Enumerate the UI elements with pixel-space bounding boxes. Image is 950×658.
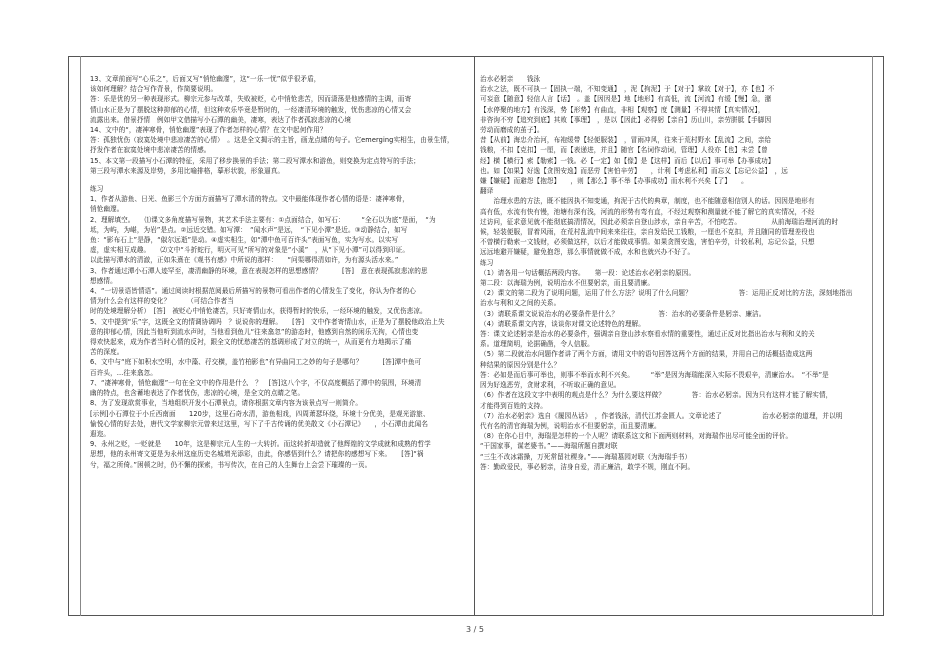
right-text-line: 治水与利和义之间的关系。 [480, 299, 561, 308]
right-text-line: （8）在你心目中，海瑞是怎样的一个人呢？请联系这文和下面两则材料，对海瑞作出尽可能全面的评价。 [480, 432, 793, 441]
right-column-text [480, 74, 868, 472]
left-text-line: 坻，为屿，为嵁，为岩”是点。②远近交错。如写潭： “闻水声”是远， “下见小潭”是近。③动静结合，如写 [90, 225, 408, 234]
right-text-line: 经】横【横行】索【勒索】一钱。必【一定】如【像】是【这样】而后【以后】事可举【办事成功】 [480, 156, 775, 165]
right-text-line: 答：课文论述躬亲是治水的必要条件，强调亲自登山涉水察看水情的重要性，通过正反对比指出治水与利和义的关 [480, 330, 815, 339]
right-text-line: 劳动而磨成的茧子】。 [480, 126, 544, 135]
right-text-line: 答：必如是而后事可举也，则事不举而水利不兴矣。 “举”是因为海瑞能深入实际不畏艰辛，清廉治水。 “不举”是 [480, 370, 829, 379]
left-text-line: 1、作者从游鱼、日光、鱼影三个方面方面描写了潭水清的特点。文中最能体现作者心情的语是：凄神寒骨， [90, 195, 409, 204]
right-margin-rule [872, 56, 873, 616]
right-text-line: （7）治水必躬亲》选自《履园丛话》 ，作者钱泳，清代江苏金匮人。文章论述了 治水必躬亲的道理，并以明 [480, 411, 843, 420]
left-text-line: 愉悦心情的好去处，唐代文学家柳宗元曾来过这里，写下了千古传诵的优美散文《小石潭记》 ，小石潭由此闻名 [90, 419, 429, 428]
left-text-line: 百许头，…往来翕忽。 [90, 368, 157, 377]
right-text-line: 翻译 [480, 187, 494, 196]
right-text-line: （4）请联系课文内容，谈谈你对课文论述特色的理解。 [480, 319, 645, 328]
left-text-line: 7、“凄神寒骨，悄怆幽邃”一句在全文中的作用是什么 ？ [答]这八个字，不仅高度概括了潭中的氛围，环境清 [90, 378, 422, 387]
left-text-line: 8、为了发现欲赏事业，当地组织开发小石潭景点，请你根据文章内容为该景点写一则简介。 [90, 399, 363, 408]
right-text-line: （1）请各用一句话概括两段内容。 第一段：论述治水必躬亲的原因。 [480, 268, 696, 277]
left-text-line: 抒发作者在寂寞处境中悲凉凄苦的情感。 [90, 146, 211, 155]
right-text-line: 种结果的原因分别是什么？ [480, 360, 561, 369]
right-text-line: 才能得到百姓的支持。 [480, 401, 547, 410]
right-text-line: 因为好逸恶劳，贪财求利，不听取正确的意见。 [480, 381, 621, 390]
left-column-text [90, 74, 466, 470]
left-text-line: 5、文中提到“乐”字，这既全文的情调协调吗 ？说说你的理解。 [答] 文中作者寄情山水，正是为了摆脱他政治上失 [90, 317, 445, 326]
right-text-line: 第二段：以海瑞为例，说明治水不但要躬亲，而且要清廉。 [480, 279, 655, 288]
left-text-line: 兮，福之所倚。”困顿之时，仍不懈的探索，书写传次，在自己的人生舞台上会尝下璀璨的一页。 [90, 460, 372, 469]
right-text-line: （3）请联系课文说说治水的必要条件是什么？ 答：治水的必要条件是躬亲、廉洁。 [480, 309, 766, 318]
right-text-line: 嫌【嫌疑】而避怨【抱怨】 ，则【那么】事不举【办事成功】而水利不兴矣【了】 。 [480, 177, 748, 186]
left-text-line: 苦的深度。 [90, 348, 124, 357]
left-text-line: 14、文中的“，凄神寒骨，悄怆幽邃”表现了作者怎样的心情？在文中起何作用？ [90, 126, 327, 135]
left-text-line: 答：乐是优的另一种表现形式。柳宗元参与改革，失败被贬，心中悄怆悲苦，因而潇荡是他感情的主调，而寄 [90, 95, 412, 104]
left-text-line: 练习 [90, 185, 104, 194]
right-text-line: 非咨询不穷【追究到底】其败【事理】 ，是以【因此】必得躬【亲自】历山川，亲劳胼胝【手脚因 [480, 115, 772, 124]
right-text-line: 治理水患的方法，既不能因执不知变通，拘泥于古代的典章，制度，也不能随意相信别人的话。因因是地形有 [480, 197, 815, 206]
left-text-line: 15、本文第一段描写小石潭的特征，采用了移步换景的手法；第二段写潭水和游鱼，则变换为定点特写的手法； [90, 156, 420, 165]
right-text-line: 治水必躬亲 钱泳 [480, 75, 541, 83]
column-divider [474, 56, 475, 616]
right-text-line: 答：勤政爱民，事必躬亲，洁身自爱，清正廉洁，敢学不规，刚直不阿。 [480, 462, 695, 471]
right-text-line: 练习 [480, 258, 494, 267]
left-text-line: 该如何理解？结合写作背景，作简要说明。 [90, 85, 218, 94]
left-text-line: 时的处境理解分析） [答] 被贬心中悄怆凄苦，只好寄情山水，获得暂时的快乐，一经环境的触发，又优伤悲凉。 [90, 307, 427, 316]
left-text-line: 鱼：“影布石上”是静，“俶尔远逝”是动。④虚实相生，如“潭中鱼可百许头”表面写鱼，实为写水。以实写 [90, 236, 399, 245]
right-text-line: 昔【从前】海忠介治河，布袍缓带【轻便服装】 ，冒雨冲风，往来于荒村野水【乱流】之间，亲给 [480, 136, 772, 145]
left-text-line: [示例]小石潭位于小丘西南面 120步，这里石奇水清，游鱼相戏，四周萧瑟环绕，环境十分优美，是观光游旅、 [90, 409, 430, 418]
left-text-line: 遐迩。 [90, 429, 111, 438]
right-text-line: 候，轻装便服，冒着风雨，在荒村乱流中间来来往往，亲自发给民工钱粮，一厘也不克扣，并且随同的管理差役也 [480, 228, 815, 237]
right-text-line: “三生不改冰霜操，万死常留社稷身。”——海瑞墓园对联（为海瑞手书） [480, 452, 692, 461]
left-text-line [90, 176, 466, 184]
left-text-line: 意的抑郁心情，因此当他听到流水声时，当他看到鱼儿“往来翕忽”的游态时，他感到自然的闲乐无拘，心情也变 [90, 327, 419, 336]
right-text-line: 远远地避开嫌疑，避免抱怨，那么事情就做不成，水和也就兴办不好了。 [480, 248, 695, 257]
left-text-line: 情山水正是为了摆脱这种抑郁的心情，但这种欢乐毕竟是暂时的，一经凄清环境的触发，忧伤悲凉的心情又会 [90, 105, 412, 114]
right-text-line: 高有低，水流有快有慢，池塘有深有浅，河流的形势有弯有直，不经过观察和测量就不能了解它的真实情况，不经 [480, 207, 815, 216]
right-text-line: 治水之法，既不可执一【固执一端，不知变通】 ，泥【拘泥】于【对于】掌故【对于】，亦【也】不 [480, 85, 775, 94]
left-text-line: 9、永州之贬，一贬就是 10年，这是柳宗元人生的一大转折。而这转折却造就了他辉煌的文学成就和成熟的哲学 [90, 440, 431, 449]
left-text-line: 情为什么会有这样的变化？ （可结合作者当 [90, 297, 234, 306]
right-text-line: 【水停聚的地方】有浅深，势【形势】有曲直，非相【观察】度【测量】不得其情【真实情况】， [480, 105, 765, 114]
right-text-line: （5）第二段就治水问题作者讲了两个方面，请用文中的语句回答这两个方面的结果，并用自己的话概括造成这两 [480, 350, 813, 359]
right-text-line: 代有名的清官海瑞为例，说明治水不但要躬亲，而且要清廉。 [480, 421, 661, 430]
left-text-line: 悄怆幽邃。 [90, 205, 124, 214]
left-text-line: 虚，虚实相互成趣。 ⑵文中“斗折蛇行，明灭可见”所写的对象是“小溪” ，从“下见小潭”可以得到印证。 [90, 246, 410, 255]
right-text-line: （6）作者在这段文字中表明的观点是什么？为什么要这样做？ 答：治水必躬亲。因为只有这样才能了解实情， [480, 391, 833, 400]
left-text-line: 13、文章前面写“心乐之”，后面又写“悄怆幽邃”，这“一乐一忧”似乎很矛盾， [90, 75, 321, 83]
left-text-line: 思想，他的永州寄文更是为永州这座历史名城增光添彩，由此，你感悟到什么？请把你的感想写下来。 [答]“祸 [90, 450, 424, 459]
right-text-line: 可妄意【随意】轻信人言【话】 。盖【因因是】地【地形】有高低，流【河流】有缓【慢】急，潴 [480, 95, 772, 104]
left-margin-rule [80, 56, 81, 616]
left-text-line: 流露出来。借景抒情 例如甲文借描写小石潭的幽美，凄寒，表达了作者孤寂悲凉的心境 [90, 115, 352, 124]
left-text-line: 第三段写潭水来源及岸势，多用比喻排格，摹形状貌，形象逼真。 [90, 166, 285, 175]
right-text-line: 也。如【如果】好逸【贪图安逸】而恶劳【害怕辛劳】 ，计利【考虑私利】而忘义【忘记公益】 ，远 [480, 166, 789, 175]
left-text-line: 2、理解填空。 ⑴课文多角度描写景物，其艺术手法主要有：①点面结合，如写石： “全石以为底”是面， “为 [90, 215, 436, 224]
left-text-line: 4、“一切景语皆情语”。通过阅读时根据范阅最后所描写的景物可看出作者的心情发生了变化，你认为作者的心 [90, 287, 416, 296]
right-text-line: 过访问，征求意见就不能彻底搞清情况，因此必须亲自登山涉水，亲自辛苦，不怕吃苦。 从前海瑞治理河流的时 [480, 217, 839, 226]
left-text-line: 6、文中与“庭下如积水空明，水中藻、荇交横，盖竹柏影也”有异曲同工之妙的句子是哪句？ [答]潭中鱼可 [90, 358, 422, 367]
left-text-line: 以此描写潭水的清澈，正如朱熹在《观书有感》中所说的那样： “问渠哪得清如许，为有源头活水来。” [90, 256, 399, 265]
left-text-line: 想感情。 [90, 276, 117, 285]
page-number: 3 / 5 [466, 625, 484, 634]
right-text-line: 不曾横行勒索一文钱财，必须做这样，以后才能做成事情。如果贪图安逸，害怕辛劳，计较私利，忘记公益，只想 [480, 238, 815, 247]
left-text-line: 答：孤独忧伤（寂寞处境中悲凉凄苦的心情） 。这是全文揭示的主旨，画龙点睛的句子。它emerging实相生，由景生情， [90, 136, 454, 145]
right-text-line: “干国家事，谋老婆书。”——海瑞所题自撰对联 [480, 442, 618, 451]
left-text-line: 得欢快起来，成为作者当时心情的反衬，跟全文的忧愁凄苦的基调形成了对立的统一，从而更有力地揭示了痛 [90, 338, 412, 347]
left-text-line: 幽的特点，也含蓄地表达了作者忧伤，悲凉的心境，是全文的点睛之笔。 [90, 389, 305, 398]
right-text-line: 系。道理简明，论据确凿，令人信服。 [480, 340, 594, 349]
left-text-line: 3、作者通过潭小石潭人迹罕至，凄清幽静的环境，意在表现怎样的思想感情？ [答] 意在表现孤寂悲凉的思 [90, 266, 428, 275]
right-text-line: （2）课文的第二段为了说明问题，运用了什么方法？说明了什么问题？ 答：运用正反对比的方法，深刻地指出 [480, 289, 853, 298]
right-text-line: 钱粮，不扣【克扣】一厘，而【表递进，并且】随官【名词作动词，管理】人役亦【也】未尝【曾 [480, 146, 768, 155]
